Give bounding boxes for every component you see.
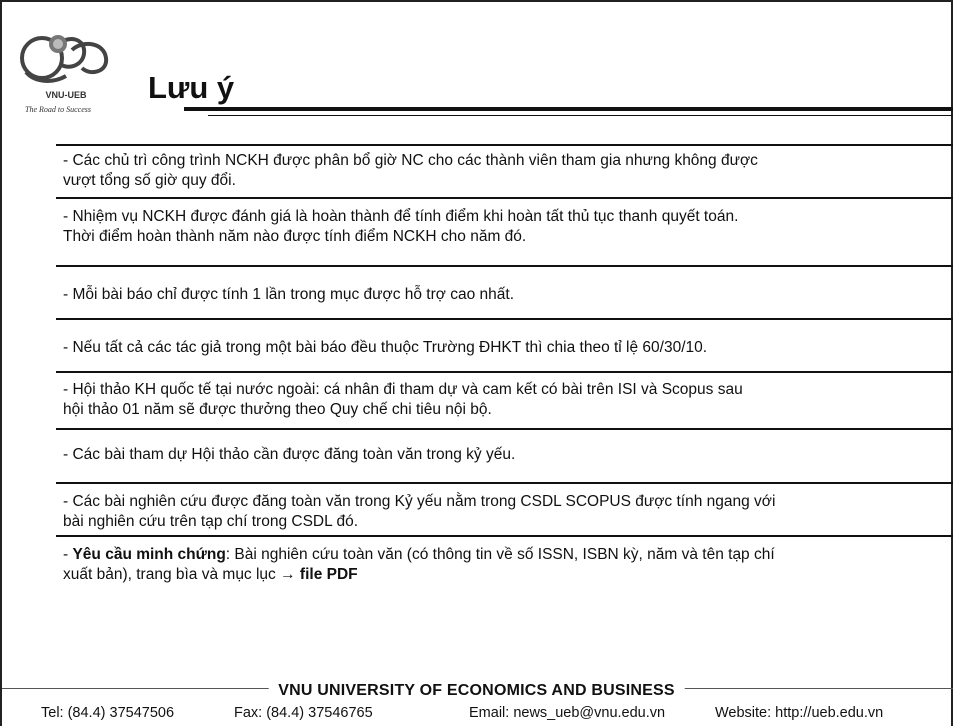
page-title: Lưu ý [148, 70, 235, 105]
note-item [56, 430, 950, 482]
title-rule-thin [208, 115, 953, 116]
note-line [63, 565, 950, 585]
note-line: bài nghiên cứu trên tạp chí trong CSDL đó. [63, 513, 359, 530]
note-line: - Các bài nghiên cứu được đăng toàn văn trong Kỷ yếu nằm trong CSDL SCOPUS được tính ngang với [63, 493, 776, 510]
note-prefix: - [63, 546, 73, 563]
footer-tel: Tel: (84.4) 37547506 [41, 705, 175, 721]
note-item [56, 320, 950, 371]
note-item [56, 267, 950, 318]
note-line: - Mỗi bài báo chỉ được tính 1 lần trong mục được hỗ trợ cao nhất. [63, 286, 515, 303]
note-line: hội thảo 01 năm sẽ được thưởng theo Quy chế chi tiêu nội bộ. [63, 401, 492, 418]
note-line: - Nếu tất cả các tác giả trong một bài báo đều thuộc Trường ĐHKT thì chia theo tỉ lệ 60/30/10. [63, 339, 708, 356]
title-rule-thick [184, 107, 953, 111]
notes-list [56, 144, 950, 589]
note-line: - Các bài tham dự Hội thảo cần được đăng toàn văn trong kỷ yếu. [63, 446, 516, 463]
note-item [56, 199, 950, 265]
evidence-label: Yêu cầu minh chứng [72, 546, 226, 563]
note-line: vượt tổng số giờ quy đổi. [63, 172, 236, 189]
footer-email: Email: news_ueb@vnu.edu.vn [469, 705, 666, 721]
logo-tagline: The Road to Success [25, 105, 91, 114]
arrow-right-icon: → [280, 566, 296, 583]
note-item [56, 484, 950, 535]
vnu-ueb-logo-icon [12, 20, 120, 124]
footer-contacts [2, 705, 953, 725]
note-line: - Hội thảo KH quốc tế tại nước ngoài: cá nhân đi tham dự và cam kết có bài trên ISI và Scopus sau [63, 381, 743, 398]
note-line: - Các chủ trì công trình NCKH được phân bổ giờ NC cho các thành viên tham gia nhưng không được [63, 152, 758, 169]
note-item [56, 146, 950, 197]
note-item [56, 373, 950, 428]
footer-fax: Fax: (84.4) 37546765 [234, 705, 373, 721]
footer-website: Website: http://ueb.edu.vn [715, 705, 884, 721]
note-text-rest: : Bài nghiên cứu toàn văn (có thông tin về số ISSN, ISBN kỳ, năm và tên tạp chí [225, 546, 775, 563]
note-item-evidence [56, 537, 950, 589]
note-line [63, 545, 950, 565]
note-line: - Nhiệm vụ NCKH được đánh giá là hoàn thành để tính điểm khi hoàn tất thủ tục thanh quyết toán. [63, 208, 739, 225]
vnu-ueb-logo [12, 20, 120, 124]
note-line: Thời điểm hoàn thành năm nào được tính điểm NCKH cho năm đó. [63, 228, 527, 245]
logo-text: VNU-UEB [45, 90, 87, 100]
note-text-start: xuất bản), trang bìa và mục lục [63, 566, 281, 583]
footer-title: VNU UNIVERSITY OF ECONOMICS AND BUSINESS [268, 682, 685, 700]
file-pdf-label: file PDF [295, 566, 358, 583]
